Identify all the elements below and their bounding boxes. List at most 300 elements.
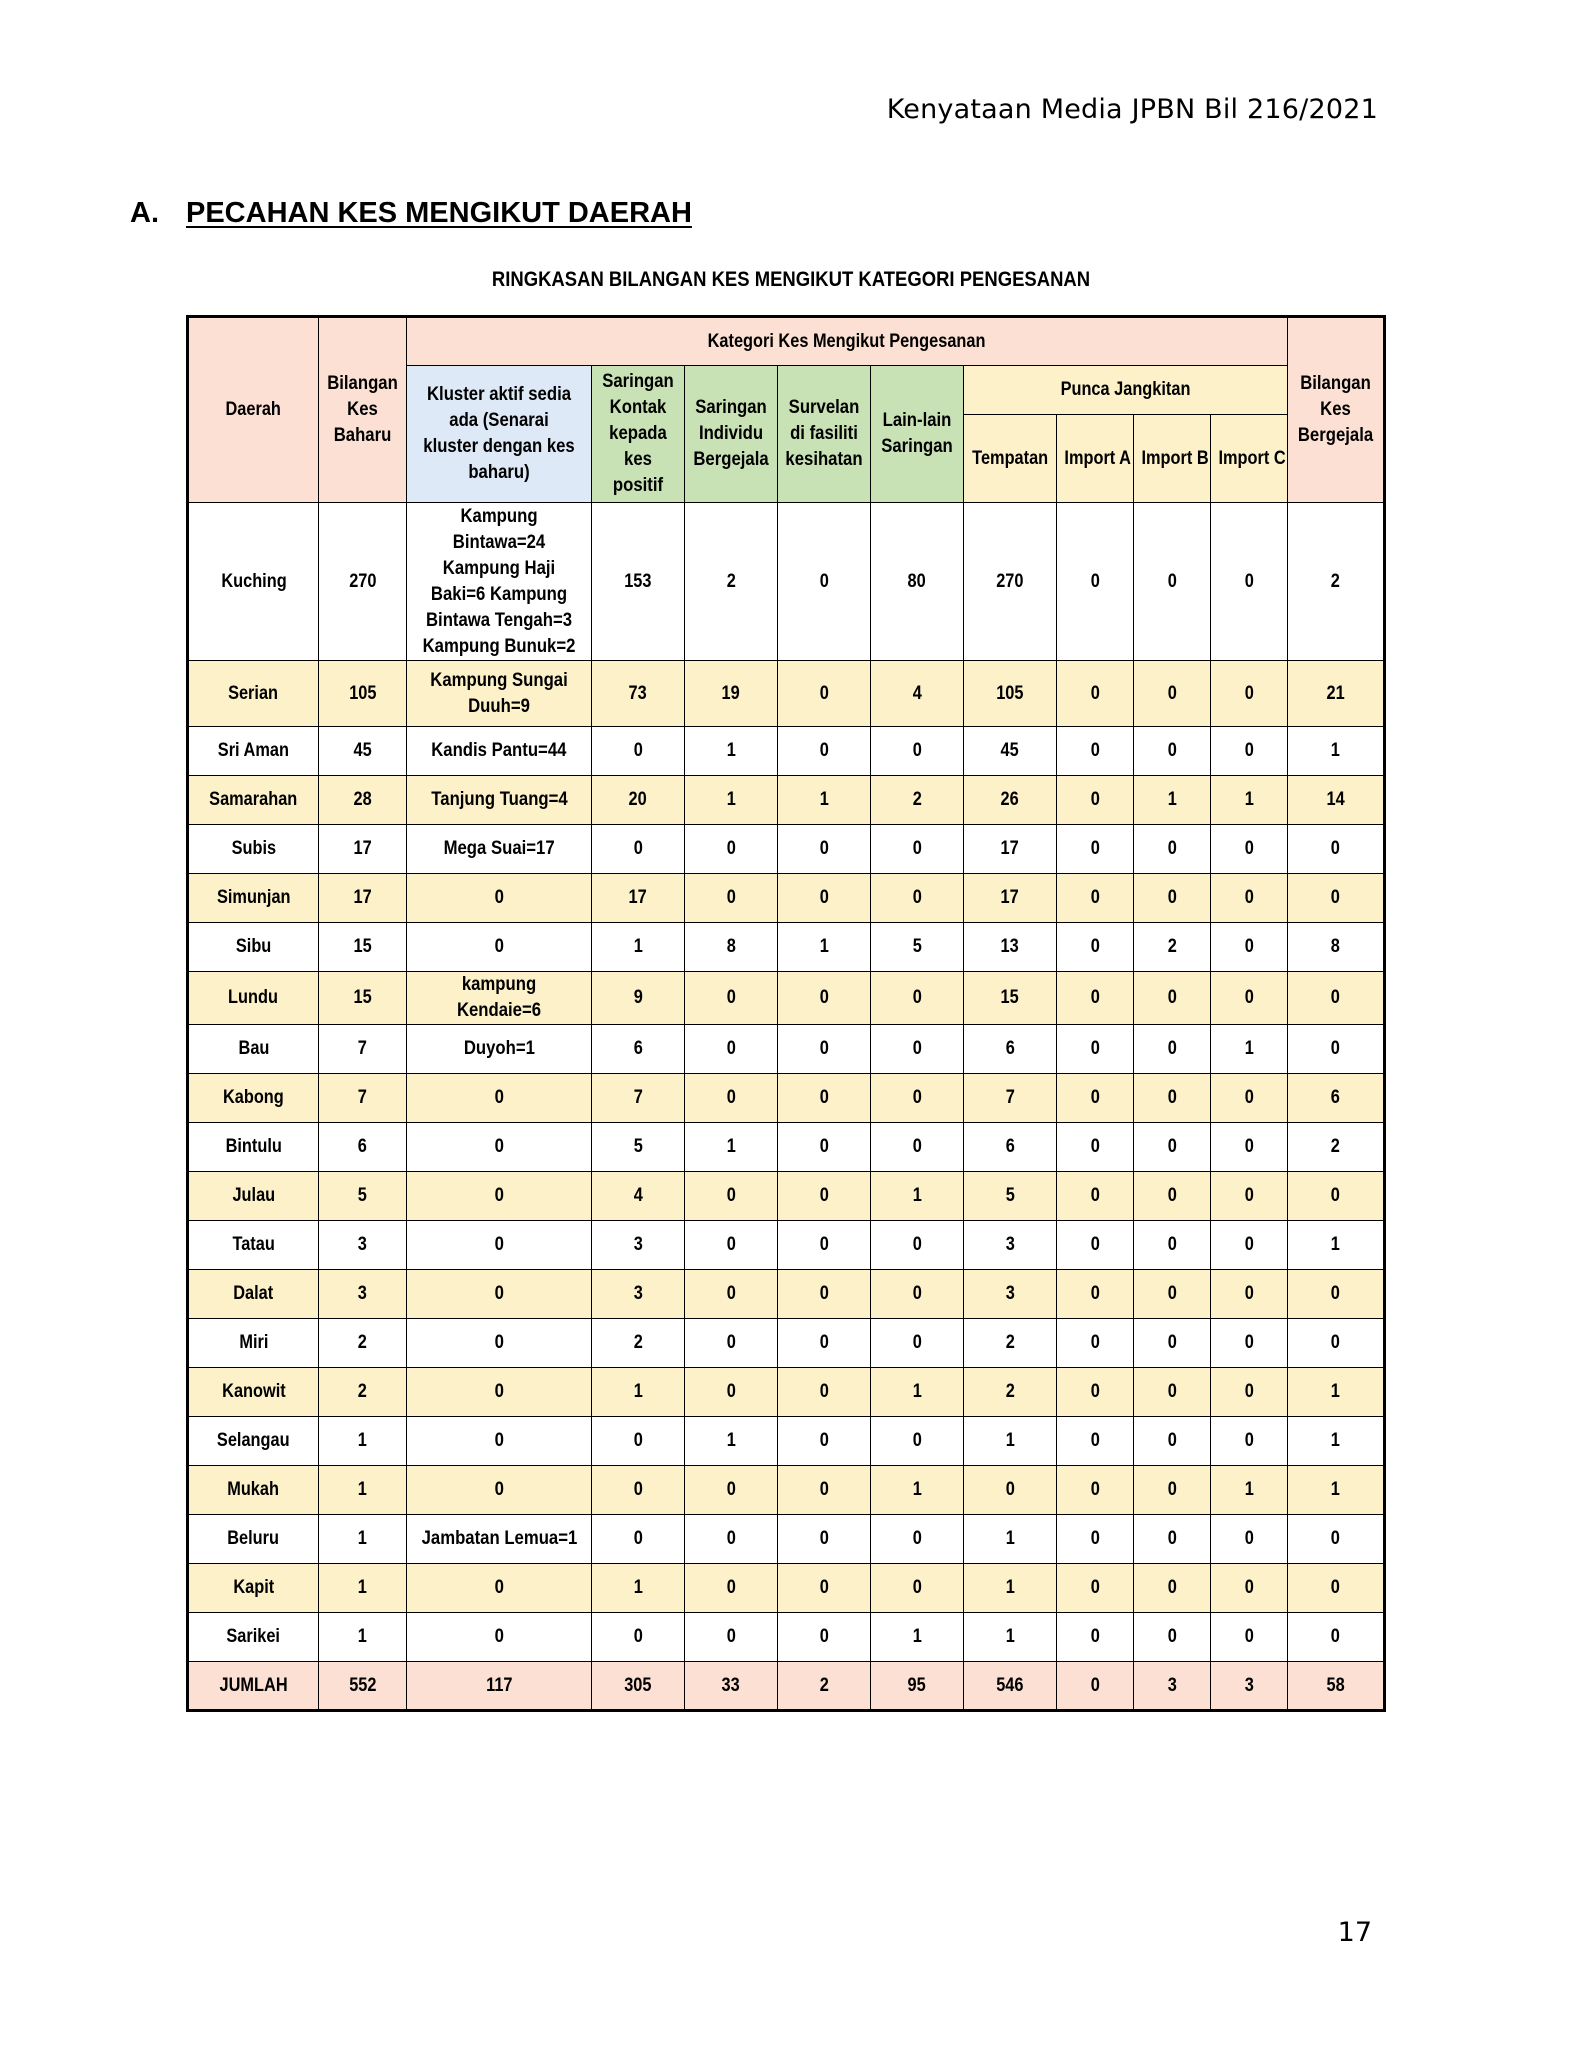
value-cell: 0	[592, 727, 685, 776]
district-cell: Kabong	[188, 1074, 319, 1123]
value-cell: 2	[592, 1319, 685, 1368]
table-row	[188, 1417, 1385, 1466]
table-row	[188, 1123, 1385, 1172]
section-heading	[130, 197, 692, 230]
table-row	[188, 1564, 1385, 1613]
value-cell: 105	[964, 661, 1057, 727]
value-cell: 0	[685, 874, 778, 923]
value-cell: 3	[964, 1221, 1057, 1270]
value-cell: 1	[964, 1515, 1057, 1564]
value-cell: 0	[685, 1074, 778, 1123]
header-kategori: Kategori Kes Mengikut Pengesanan	[407, 317, 1288, 366]
value-cell: 153	[592, 503, 685, 661]
value-cell: 0	[1134, 1319, 1211, 1368]
table-row	[188, 1368, 1385, 1417]
value-cell: 17	[964, 825, 1057, 874]
table-row	[188, 503, 1385, 661]
value-cell: 0	[1057, 825, 1134, 874]
cluster-cell: 0	[407, 923, 592, 972]
district-cell: Sibu	[188, 923, 319, 972]
value-cell: 0	[1134, 1466, 1211, 1515]
value-cell: 0	[1288, 874, 1385, 923]
header-daerah: Daerah	[188, 317, 319, 503]
value-cell: 5	[964, 1172, 1057, 1221]
value-cell: 73	[592, 661, 685, 727]
value-cell: 0	[1211, 503, 1288, 661]
value-cell: 0	[1211, 1319, 1288, 1368]
value-cell: 0	[1211, 661, 1288, 727]
cluster-cell: Kampung Bintawa=24 Kampung Haji Baki=6 Kampung Bintawa Tengah=3 Kampung Bunuk=2	[407, 503, 592, 661]
value-cell: 105	[319, 661, 407, 727]
value-cell: 270	[319, 503, 407, 661]
value-cell: 0	[778, 1319, 871, 1368]
header-punca-jangkitan: Punca Jangkitan	[964, 366, 1288, 415]
district-cell: Sarikei	[188, 1613, 319, 1662]
cluster-cell: 0	[407, 1564, 592, 1613]
value-cell: 0	[685, 1270, 778, 1319]
value-cell: 0	[778, 1074, 871, 1123]
value-cell: 0	[778, 1025, 871, 1074]
value-cell: 0	[1134, 1123, 1211, 1172]
table-row	[188, 1319, 1385, 1368]
value-cell: 6	[964, 1025, 1057, 1074]
value-cell: 0	[1057, 1221, 1134, 1270]
value-cell: 0	[685, 825, 778, 874]
value-cell: 6	[319, 1123, 407, 1172]
value-cell: 1	[1134, 776, 1211, 825]
total-cell: 2	[778, 1662, 871, 1711]
value-cell: 0	[871, 1270, 964, 1319]
value-cell: 0	[871, 1564, 964, 1613]
table-row	[188, 1172, 1385, 1221]
value-cell: 0	[778, 727, 871, 776]
table-body	[188, 503, 1385, 1662]
value-cell: 0	[685, 1613, 778, 1662]
cluster-cell: 0	[407, 1172, 592, 1221]
value-cell: 0	[778, 1466, 871, 1515]
value-cell: 1	[1211, 1025, 1288, 1074]
table-row	[188, 1515, 1385, 1564]
value-cell: 0	[1211, 727, 1288, 776]
value-cell: 0	[1057, 1172, 1134, 1221]
value-cell: 2	[1134, 923, 1211, 972]
value-cell: 2	[871, 776, 964, 825]
value-cell: 0	[592, 825, 685, 874]
header-import-c: Import C	[1211, 415, 1288, 503]
district-cell: Samarahan	[188, 776, 319, 825]
district-cell: Kanowit	[188, 1368, 319, 1417]
value-cell: 7	[319, 1025, 407, 1074]
value-cell: 0	[1288, 1270, 1385, 1319]
value-cell: 0	[778, 1123, 871, 1172]
value-cell: 0	[1057, 1564, 1134, 1613]
value-cell: 17	[319, 874, 407, 923]
value-cell: 0	[1134, 874, 1211, 923]
value-cell: 0	[1057, 1025, 1134, 1074]
value-cell: 1	[778, 776, 871, 825]
value-cell: 17	[964, 874, 1057, 923]
value-cell: 6	[964, 1123, 1057, 1172]
cluster-cell: 0	[407, 1270, 592, 1319]
value-cell: 0	[1134, 1368, 1211, 1417]
value-cell: 0	[1134, 1613, 1211, 1662]
value-cell: 8	[685, 923, 778, 972]
value-cell: 0	[1057, 1074, 1134, 1123]
value-cell: 0	[871, 972, 964, 1025]
value-cell: 0	[871, 1025, 964, 1074]
value-cell: 3	[592, 1221, 685, 1270]
value-cell: 0	[778, 1368, 871, 1417]
value-cell: 0	[1211, 1515, 1288, 1564]
value-cell: 15	[319, 923, 407, 972]
district-cell: Kuching	[188, 503, 319, 661]
value-cell: 0	[1057, 923, 1134, 972]
value-cell: 1	[319, 1466, 407, 1515]
district-cell: Kapit	[188, 1564, 319, 1613]
value-cell: 0	[778, 972, 871, 1025]
value-cell: 0	[1134, 503, 1211, 661]
value-cell: 1	[685, 776, 778, 825]
header-saringan-individu: Saringan Individu Bergejala	[685, 366, 778, 503]
value-cell: 14	[1288, 776, 1385, 825]
value-cell: 0	[1057, 1417, 1134, 1466]
header-import-b: Import B	[1134, 415, 1211, 503]
value-cell: 0	[871, 1221, 964, 1270]
value-cell: 0	[1288, 1319, 1385, 1368]
value-cell: 0	[871, 825, 964, 874]
value-cell: 0	[1057, 1319, 1134, 1368]
cluster-cell: Duyoh=1	[407, 1025, 592, 1074]
header-lain-lain: Lain-lain Saringan	[871, 366, 964, 503]
value-cell: 1	[319, 1613, 407, 1662]
value-cell: 13	[964, 923, 1057, 972]
value-cell: 0	[871, 1515, 964, 1564]
value-cell: 2	[1288, 503, 1385, 661]
value-cell: 3	[319, 1270, 407, 1319]
total-cell: 33	[685, 1662, 778, 1711]
table-row	[188, 1270, 1385, 1319]
value-cell: 45	[964, 727, 1057, 776]
value-cell: 0	[871, 874, 964, 923]
cluster-cell: 0	[407, 1319, 592, 1368]
value-cell: 0	[1134, 661, 1211, 727]
value-cell: 15	[319, 972, 407, 1025]
cluster-cell: Kampung Sungai Duuh=9	[407, 661, 592, 727]
section-title: PECAHAN KES MENGIKUT DAERAH	[186, 197, 692, 229]
table-row	[188, 874, 1385, 923]
value-cell: 1	[964, 1564, 1057, 1613]
value-cell: 0	[592, 1466, 685, 1515]
value-cell: 1	[964, 1613, 1057, 1662]
total-cell: 552	[319, 1662, 407, 1711]
value-cell: 0	[778, 825, 871, 874]
value-cell: 0	[1211, 972, 1288, 1025]
value-cell: 0	[778, 503, 871, 661]
value-cell: 0	[685, 1025, 778, 1074]
table-row	[188, 972, 1385, 1025]
district-cell: Miri	[188, 1319, 319, 1368]
value-cell: 0	[685, 1564, 778, 1613]
district-cell: Mukah	[188, 1466, 319, 1515]
value-cell: 0	[1057, 503, 1134, 661]
cluster-cell: 0	[407, 1123, 592, 1172]
value-cell: 0	[1211, 1417, 1288, 1466]
table-row	[188, 1613, 1385, 1662]
value-cell: 1	[778, 923, 871, 972]
page-number: 17	[1337, 1917, 1372, 1948]
value-cell: 0	[778, 1221, 871, 1270]
district-cell: Lundu	[188, 972, 319, 1025]
value-cell: 26	[964, 776, 1057, 825]
table-title: RINGKASAN BILANGAN KES MENGIKUT KATEGORI PENGESANAN	[491, 268, 1091, 291]
value-cell: 0	[1134, 727, 1211, 776]
value-cell: 1	[685, 1417, 778, 1466]
value-cell: 0	[1057, 661, 1134, 727]
total-cell: 3	[1134, 1662, 1211, 1711]
value-cell: 0	[871, 1319, 964, 1368]
value-cell: 1	[319, 1564, 407, 1613]
value-cell: 7	[319, 1074, 407, 1123]
value-cell: 0	[778, 874, 871, 923]
value-cell: 0	[1057, 1368, 1134, 1417]
value-cell: 0	[685, 1466, 778, 1515]
value-cell: 0	[592, 1417, 685, 1466]
value-cell: 1	[871, 1613, 964, 1662]
district-cell: Bau	[188, 1025, 319, 1074]
value-cell: 0	[1288, 1515, 1385, 1564]
value-cell: 0	[1057, 1466, 1134, 1515]
value-cell: 0	[685, 1515, 778, 1564]
value-cell: 15	[964, 972, 1057, 1025]
district-cell: Dalat	[188, 1270, 319, 1319]
district-cell: Beluru	[188, 1515, 319, 1564]
total-cell: 3	[1211, 1662, 1288, 1711]
value-cell: 0	[592, 1515, 685, 1564]
value-cell: 0	[1288, 1613, 1385, 1662]
cluster-cell: kampung Kendaie=6	[407, 972, 592, 1025]
value-cell: 1	[1211, 776, 1288, 825]
district-cell: Serian	[188, 661, 319, 727]
value-cell: 1	[685, 1123, 778, 1172]
value-cell: 0	[1288, 1172, 1385, 1221]
value-cell: 3	[964, 1270, 1057, 1319]
value-cell: 0	[1211, 1613, 1288, 1662]
value-cell: 0	[1288, 1564, 1385, 1613]
header-bilangan-kes-baharu: Bilangan Kes Baharu	[319, 317, 407, 503]
district-cell: Simunjan	[188, 874, 319, 923]
value-cell: 19	[685, 661, 778, 727]
value-cell: 0	[1134, 1270, 1211, 1319]
cluster-cell: 0	[407, 874, 592, 923]
value-cell: 0	[1057, 1123, 1134, 1172]
district-cell: Tatau	[188, 1221, 319, 1270]
cases-table	[186, 315, 1386, 1712]
total-cell: 58	[1288, 1662, 1385, 1711]
value-cell: 5	[319, 1172, 407, 1221]
table-row	[188, 1074, 1385, 1123]
value-cell: 0	[592, 1613, 685, 1662]
cluster-cell: 0	[407, 1221, 592, 1270]
cluster-cell: Tanjung Tuang=4	[407, 776, 592, 825]
value-cell: 1	[871, 1368, 964, 1417]
table-row	[188, 825, 1385, 874]
total-cell: 95	[871, 1662, 964, 1711]
value-cell: 8	[1288, 923, 1385, 972]
value-cell: 0	[1057, 1613, 1134, 1662]
value-cell: 0	[1211, 1564, 1288, 1613]
value-cell: 1	[319, 1417, 407, 1466]
value-cell: 1	[592, 1564, 685, 1613]
total-row	[188, 1662, 1385, 1711]
header-tempatan: Tempatan	[964, 415, 1057, 503]
cluster-cell: 0	[407, 1613, 592, 1662]
total-cell: JUMLAH	[188, 1662, 319, 1711]
table-row	[188, 727, 1385, 776]
value-cell: 0	[871, 1074, 964, 1123]
value-cell: 9	[592, 972, 685, 1025]
value-cell: 0	[1211, 1172, 1288, 1221]
value-cell: 0	[1288, 972, 1385, 1025]
value-cell: 0	[1057, 776, 1134, 825]
value-cell: 2	[319, 1368, 407, 1417]
value-cell: 1	[1211, 1466, 1288, 1515]
value-cell: 0	[1134, 1221, 1211, 1270]
table-row	[188, 661, 1385, 727]
header-saringan-kontak: Saringan Kontak kepada kes positif	[592, 366, 685, 503]
value-cell: 0	[964, 1466, 1057, 1515]
district-cell: Julau	[188, 1172, 319, 1221]
value-cell: 0	[778, 661, 871, 727]
value-cell: 1	[1288, 1368, 1385, 1417]
value-cell: 21	[1288, 661, 1385, 727]
value-cell: 0	[1057, 972, 1134, 1025]
value-cell: 28	[319, 776, 407, 825]
value-cell: 3	[592, 1270, 685, 1319]
value-cell: 20	[592, 776, 685, 825]
value-cell: 1	[592, 923, 685, 972]
section-letter: A.	[130, 197, 159, 229]
table-row	[188, 776, 1385, 825]
value-cell: 0	[778, 1172, 871, 1221]
value-cell: 1	[871, 1172, 964, 1221]
value-cell: 0	[1134, 1515, 1211, 1564]
value-cell: 0	[871, 1417, 964, 1466]
value-cell: 2	[1288, 1123, 1385, 1172]
value-cell: 0	[1134, 1074, 1211, 1123]
value-cell: 0	[778, 1613, 871, 1662]
value-cell: 80	[871, 503, 964, 661]
value-cell: 0	[1211, 1123, 1288, 1172]
value-cell: 0	[1134, 1025, 1211, 1074]
table-row	[188, 923, 1385, 972]
cluster-cell: 0	[407, 1417, 592, 1466]
value-cell: 0	[685, 1221, 778, 1270]
value-cell: 0	[1211, 1270, 1288, 1319]
value-cell: 7	[964, 1074, 1057, 1123]
cluster-cell: 0	[407, 1466, 592, 1515]
value-cell: 1	[1288, 727, 1385, 776]
district-cell: Sri Aman	[188, 727, 319, 776]
value-cell: 0	[778, 1515, 871, 1564]
value-cell: 0	[1211, 874, 1288, 923]
table-row	[188, 1025, 1385, 1074]
value-cell: 1	[871, 1466, 964, 1515]
value-cell: 0	[1211, 1221, 1288, 1270]
value-cell: 0	[1211, 1074, 1288, 1123]
value-cell: 4	[592, 1172, 685, 1221]
value-cell: 0	[1134, 972, 1211, 1025]
value-cell: 0	[778, 1417, 871, 1466]
value-cell: 0	[1211, 923, 1288, 972]
value-cell: 7	[592, 1074, 685, 1123]
value-cell: 0	[1211, 1368, 1288, 1417]
value-cell: 0	[1288, 825, 1385, 874]
value-cell: 0	[1057, 1515, 1134, 1564]
value-cell: 6	[592, 1025, 685, 1074]
value-cell: 45	[319, 727, 407, 776]
cluster-cell: Jambatan Lemua=1	[407, 1515, 592, 1564]
value-cell: 0	[1211, 825, 1288, 874]
value-cell: 2	[685, 503, 778, 661]
total-cell: 305	[592, 1662, 685, 1711]
value-cell: 0	[1134, 1564, 1211, 1613]
value-cell: 17	[319, 825, 407, 874]
value-cell: 0	[871, 727, 964, 776]
value-cell: 0	[778, 1564, 871, 1613]
district-cell: Selangau	[188, 1417, 319, 1466]
value-cell: 17	[592, 874, 685, 923]
value-cell: 2	[319, 1319, 407, 1368]
value-cell: 6	[1288, 1074, 1385, 1123]
header-bilangan-kes-bergejala: Bilangan Kes Bergejala	[1288, 317, 1385, 503]
document-reference: Kenyataan Media JPBN Bil 216/2021	[886, 94, 1378, 125]
value-cell: 0	[1057, 874, 1134, 923]
cluster-cell: Mega Suai=17	[407, 825, 592, 874]
cluster-cell: 0	[407, 1074, 592, 1123]
value-cell: 4	[871, 661, 964, 727]
value-cell: 0	[1288, 1025, 1385, 1074]
value-cell: 1	[1288, 1417, 1385, 1466]
cluster-cell: Kandis Pantu=44	[407, 727, 592, 776]
cluster-cell: 0	[407, 1368, 592, 1417]
value-cell: 0	[685, 972, 778, 1025]
district-cell: Subis	[188, 825, 319, 874]
value-cell: 0	[1057, 727, 1134, 776]
value-cell: 5	[871, 923, 964, 972]
value-cell: 0	[1134, 1417, 1211, 1466]
total-cell: 117	[407, 1662, 592, 1711]
value-cell: 0	[685, 1319, 778, 1368]
value-cell: 1	[319, 1515, 407, 1564]
header-import-a: Import A	[1057, 415, 1134, 503]
table-row	[188, 1221, 1385, 1270]
header-survelan: Survelan di fasiliti kesihatan	[778, 366, 871, 503]
value-cell: 5	[592, 1123, 685, 1172]
header-kluster: Kluster aktif sedia ada (Senarai kluster dengan kes baharu)	[407, 366, 592, 503]
total-cell: 546	[964, 1662, 1057, 1711]
value-cell: 2	[964, 1319, 1057, 1368]
value-cell: 1	[1288, 1466, 1385, 1515]
value-cell: 0	[871, 1123, 964, 1172]
value-cell: 1	[964, 1417, 1057, 1466]
value-cell: 0	[685, 1172, 778, 1221]
value-cell: 2	[964, 1368, 1057, 1417]
value-cell: 1	[685, 727, 778, 776]
value-cell: 270	[964, 503, 1057, 661]
value-cell: 0	[1134, 825, 1211, 874]
value-cell: 3	[319, 1221, 407, 1270]
total-cell: 0	[1057, 1662, 1134, 1711]
